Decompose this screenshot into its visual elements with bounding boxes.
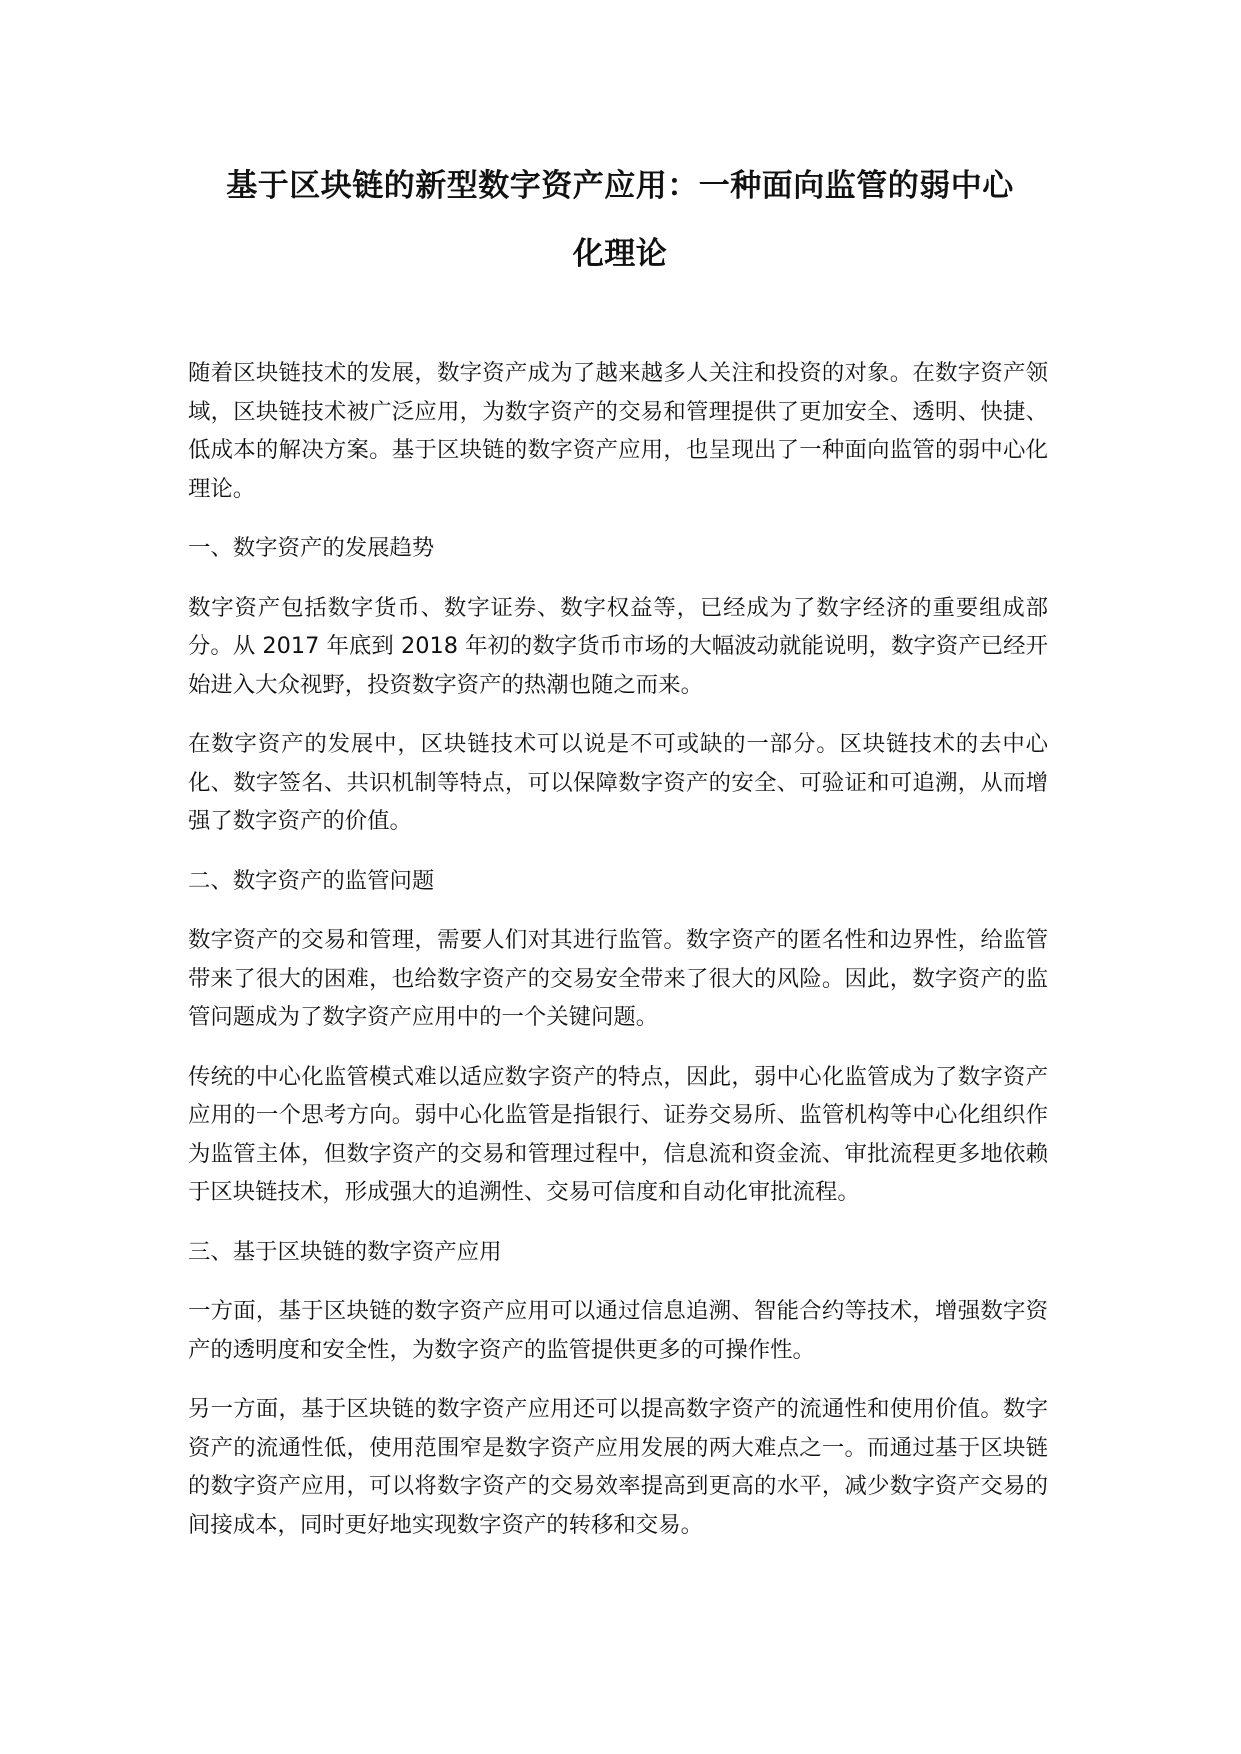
paragraph: 一方面，基于区块链的数字资产应用可以通过信息追溯、智能合约等技术，增强数字资产的透明度和安全性，为数字资产的监管提供更多的可操作性。 <box>188 1298 1048 1363</box>
paragraph: 另一方面，基于区块链的数字资产应用还可以提高数字资产的流通性和使用价值。数字资产的流通性低，使用范围窄是数字资产应用发展的两大难点之一。而通过基于区块链的数字资产应用，可以将数字资产的交易效率提高到更高的水平，减少数字资产交易的间接成本，同时更好地实现数字资产的转移和交易。 <box>188 1396 1048 1538</box>
section-heading: 二、数字资产的监管问题 <box>188 867 435 894</box>
paragraph: 随着区块链技术的发展，数字资产成为了越来越多人关注和投资的对象。在数字资产领域，区块链技术被广泛应用，为数字资产的交易和管理提供了更加安全、透明、快捷、低成本的解决方案。基于区块链的数字资产应用，也呈现出了一种面向监管的弱中心化理论。 <box>188 360 1048 502</box>
paragraph: 传统的中心化监管模式难以适应数字资产的特点，因此，弱中心化监管成为了数字资产应用的一个思考方向。弱中心化监管是指银行、证券交易所、监管机构等中心化组织作为监管主体，但数字资产的交易和管理过程中，信息流和资金流、审批流程更多地依赖于区块链技术，形成强大的追溯性、交易可信度和自动化审批流程。 <box>188 1063 1048 1205</box>
paragraph: 在数字资产的发展中，区块链技术可以说是不可或缺的一部分。区块链技术的去中心化、数字签名、共识机制等特点，可以保障数字资产的安全、可验证和可追溯，从而增强了数字资产的价值。 <box>188 731 1048 834</box>
paragraph: 数字资产的交易和管理，需要人们对其进行监管。数字资产的匿名性和边界性，给监管带来了很大的困难，也给数字资产的交易安全带来了很大的风险。因此，数字资产的监管问题成为了数字资产应用中的一个关键问题。 <box>188 927 1048 1030</box>
title-line-1: 基于区块链的新型数字资产应用：一种面向监管的弱中心 <box>226 168 1014 204</box>
title-line-2: 化理论 <box>572 236 668 272</box>
section-heading: 三、基于区块链的数字资产应用 <box>188 1238 502 1265</box>
document-body <box>188 354 1048 1565</box>
paragraph: 数字资产包括数字货币、数字证券、数字权益等，已经成为了数字经济的重要组成部分。从 2017 年底到 2018 年初的数字货币市场的大幅波动就能说明，数字资产已经开始进入大众视野，投资数字资产的热潮也随之而来。 <box>188 594 1048 698</box>
section-heading: 一、数字资产的发展趋势 <box>188 535 435 561</box>
document-title <box>180 152 1060 288</box>
